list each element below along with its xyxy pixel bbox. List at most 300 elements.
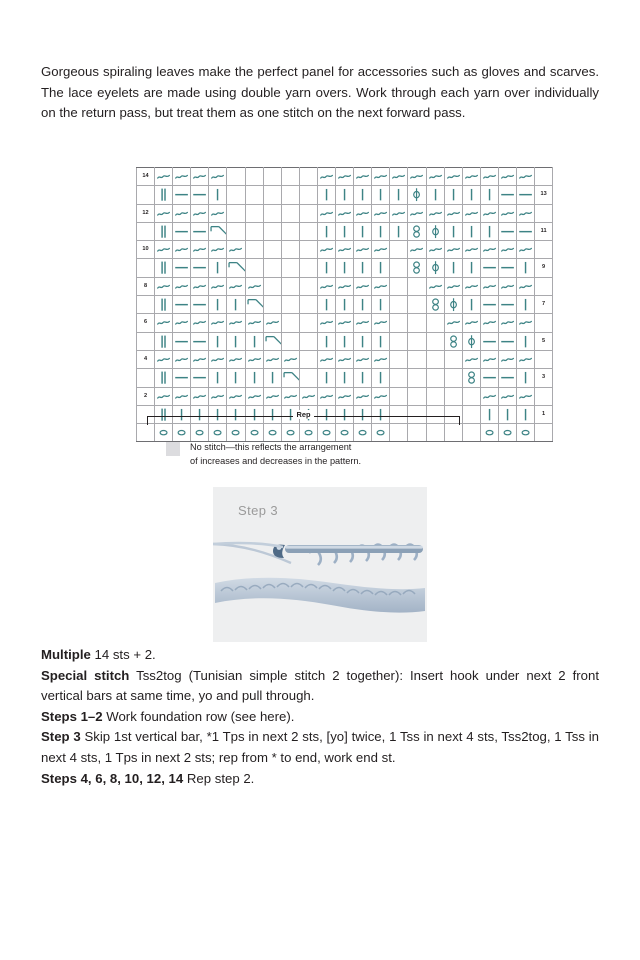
- chart-cell-tps: [354, 241, 372, 259]
- chart-cell-tss: [372, 296, 390, 314]
- chart-cell-nostitch: [281, 314, 299, 332]
- chart-cell-dash: [516, 222, 534, 240]
- chart-cell-tss: [317, 222, 335, 240]
- chart-cell-tps: [498, 168, 516, 186]
- chart-cell-nostitch: [299, 204, 317, 222]
- chart-cell-nostitch: [408, 369, 426, 387]
- chart-cell-nostitch: [281, 259, 299, 277]
- chart-cell-dec: [209, 222, 227, 240]
- chart-cell-tps: [462, 277, 480, 295]
- chart-cell-yo: [462, 332, 480, 350]
- chart-cell-tps: [444, 314, 462, 332]
- chart-cell-tss: [317, 332, 335, 350]
- chart-cell-tss: [498, 405, 516, 423]
- instruction-label: Multiple: [41, 647, 91, 662]
- chart-cell-tps: [498, 387, 516, 405]
- chart-row: [137, 186, 553, 204]
- chart-cell-tss: [444, 259, 462, 277]
- chart-cell-nostitch: [426, 332, 444, 350]
- chart-cell-tps: [227, 387, 245, 405]
- chart-cell-nostitch: [462, 387, 480, 405]
- chart-cell-nostitch: [263, 259, 281, 277]
- chart-row-number-left: 4: [137, 350, 155, 368]
- chart-cell-tps: [191, 277, 209, 295]
- chart-cell-dash: [191, 259, 209, 277]
- chart-cell-tps: [173, 241, 191, 259]
- chart-cell-tps: [498, 314, 516, 332]
- chart-cell-tss: [462, 222, 480, 240]
- chart-row-number-left: 2: [137, 387, 155, 405]
- chart-cell-tss: [354, 296, 372, 314]
- chart-cell-nostitch: [462, 424, 480, 442]
- chart-cell-nostitch: [299, 186, 317, 204]
- chart-cell-tps: [317, 241, 335, 259]
- chart-cell-nostitch: [390, 350, 408, 368]
- legend-line-2: of increases and decreases in the pattern.: [190, 455, 362, 466]
- chart-cell-tps: [426, 204, 444, 222]
- chart-cell-double-bar: [155, 332, 173, 350]
- chart-cell-nostitch: [227, 186, 245, 204]
- chart-cell-dash: [498, 259, 516, 277]
- chart-cell-tps: [336, 204, 354, 222]
- chart-cell-dash: [173, 259, 191, 277]
- chart-cell-tss: [209, 186, 227, 204]
- chart-cell-tps: [155, 204, 173, 222]
- chart-cell-tps: [336, 168, 354, 186]
- chart-cell-tss: [444, 222, 462, 240]
- chart-cell-tps: [480, 241, 498, 259]
- chart-cell-nostitch: [390, 296, 408, 314]
- pattern-instructions: [41, 645, 599, 789]
- chart-cell-tss: [336, 259, 354, 277]
- chart-cell-dec: [227, 259, 245, 277]
- chart-cell-nostitch: [281, 332, 299, 350]
- chart-cell-nostitch: [444, 387, 462, 405]
- chart-cell-tss: [444, 186, 462, 204]
- chart-cell-tps: [173, 204, 191, 222]
- chart-cell-tps: [263, 387, 281, 405]
- chart-cell-tps: [480, 168, 498, 186]
- chart-cell-nostitch: [245, 204, 263, 222]
- chart-cell-tps: [191, 314, 209, 332]
- chart-cell-dash: [498, 369, 516, 387]
- chart-cell-tss: [336, 332, 354, 350]
- chart-cell-tss: [245, 369, 263, 387]
- chart-cell-double-bar: [155, 369, 173, 387]
- chart-cell-nostitch: [426, 350, 444, 368]
- chart-cell-nostitch: [263, 168, 281, 186]
- chart-cell-tss: [462, 296, 480, 314]
- chart-row-number-right: 11: [535, 222, 553, 240]
- chart-cell-nostitch: [390, 314, 408, 332]
- chart-cell-nostitch: [281, 186, 299, 204]
- chart-cell-nostitch: [281, 241, 299, 259]
- chart-legend: [166, 441, 361, 468]
- chart-cell-tps: [317, 204, 335, 222]
- chart-cell-tps: [191, 350, 209, 368]
- chart-cell-tps: [498, 277, 516, 295]
- chart-cell-dash: [498, 332, 516, 350]
- chart-cell-nostitch: [245, 259, 263, 277]
- chart-cell-dec: [245, 296, 263, 314]
- chart-cell-tps: [462, 204, 480, 222]
- stitch-chart: [136, 167, 553, 442]
- chart-cell-tps: [317, 350, 335, 368]
- chart-cell-dash: [498, 296, 516, 314]
- chart-cell-tps: [209, 277, 227, 295]
- chart-cell-tps: [245, 314, 263, 332]
- chart-cell-tss: [372, 259, 390, 277]
- chart-cell-yo2: [462, 369, 480, 387]
- chart-cell-tss: [390, 222, 408, 240]
- rep-label: Rep: [293, 410, 315, 419]
- chart-cell-nostitch: [408, 296, 426, 314]
- chart-row: [137, 222, 553, 240]
- chart-cell-tss: [336, 296, 354, 314]
- chart-cell-tss: [209, 296, 227, 314]
- chart-row-number-right: [535, 314, 553, 332]
- chart-cell-tss: [209, 259, 227, 277]
- chart-cell-tps: [227, 241, 245, 259]
- chart-cell-tps: [209, 314, 227, 332]
- chart-cell-tps: [173, 168, 191, 186]
- chart-cell-nostitch: [462, 405, 480, 423]
- chart-cell-dash: [191, 186, 209, 204]
- chart-cell-dash: [191, 296, 209, 314]
- chart-cell-tps: [408, 241, 426, 259]
- chart-cell-tps: [390, 168, 408, 186]
- chart-cell-tps: [516, 168, 534, 186]
- chart-cell-tps: [209, 241, 227, 259]
- instruction-text: Work foundation row (see here).: [102, 708, 295, 724]
- chart-cell-nostitch: [408, 350, 426, 368]
- chart-cell-tss: [317, 369, 335, 387]
- chart-cell-dash: [173, 222, 191, 240]
- chart-cell-yo: [426, 259, 444, 277]
- chart-cell-tss: [354, 332, 372, 350]
- chart-cell-tss: [354, 222, 372, 240]
- chart-cell-tps: [390, 204, 408, 222]
- chart-cell-nostitch: [408, 277, 426, 295]
- chart-cell-nostitch: [444, 350, 462, 368]
- chart-cell-tps: [516, 241, 534, 259]
- chart-cell-tps: [173, 277, 191, 295]
- rep-bracket-tick-right: [459, 416, 460, 425]
- chart-cell-tps: [155, 168, 173, 186]
- chart-cell-tps: [191, 204, 209, 222]
- chart-cell-tss: [426, 186, 444, 204]
- chart-row-number-right: [535, 424, 553, 442]
- chart-cell-tps: [354, 204, 372, 222]
- chart-cell-tss: [245, 332, 263, 350]
- chart-row-number-left: [137, 369, 155, 387]
- chart-cell-tps: [354, 350, 372, 368]
- chart-row-number-left: 10: [137, 241, 155, 259]
- chart-cell-tss: [372, 369, 390, 387]
- chart-cell-nostitch: [263, 204, 281, 222]
- chart-cell-tss: [516, 369, 534, 387]
- chart-cell-nostitch: [263, 296, 281, 314]
- chart-cell-tps: [317, 168, 335, 186]
- chart-row: [137, 350, 553, 368]
- chart-cell-nostitch: [227, 168, 245, 186]
- chart-cell-nostitch: [299, 296, 317, 314]
- chart-cell-nostitch: [263, 277, 281, 295]
- chart-row-number-left: [137, 296, 155, 314]
- chart-cell-chain: [480, 424, 498, 442]
- chart-cell-tps: [462, 168, 480, 186]
- step-photo-label: Step 3: [238, 503, 278, 518]
- chart-cell-tps: [498, 350, 516, 368]
- chart-cell-tps: [317, 387, 335, 405]
- chart-cell-dash: [480, 259, 498, 277]
- chart-row-number-left: [137, 222, 155, 240]
- chart-cell-chain: [498, 424, 516, 442]
- chart-cell-tps: [408, 204, 426, 222]
- chart-row: [137, 332, 553, 350]
- chart-cell-tss: [209, 369, 227, 387]
- chart-cell-tss: [516, 332, 534, 350]
- chart-cell-nostitch: [281, 204, 299, 222]
- chart-cell-nostitch: [281, 222, 299, 240]
- chart-cell-nostitch: [426, 387, 444, 405]
- chart-cell-nostitch: [245, 222, 263, 240]
- chart-cell-nostitch: [299, 259, 317, 277]
- chart-cell-tps: [191, 387, 209, 405]
- chart-cell-tps: [516, 277, 534, 295]
- chart-cell-dash: [480, 296, 498, 314]
- chart-cell-nostitch: [390, 241, 408, 259]
- chart-cell-tps: [155, 387, 173, 405]
- instruction-label: Step 3: [41, 729, 81, 745]
- chart-cell-tps: [444, 168, 462, 186]
- chart-cell-nostitch: [426, 314, 444, 332]
- chart-row-number-right: [535, 277, 553, 295]
- chart-row-number-right: 9: [535, 259, 553, 277]
- chart-row-number-right: [535, 204, 553, 222]
- chart-row-number-left: 14: [137, 168, 155, 186]
- rep-bracket-tick-left: [147, 416, 148, 425]
- chart-cell-tps: [155, 277, 173, 295]
- chart-cell-tss: [480, 405, 498, 423]
- chart-cell-tps: [462, 314, 480, 332]
- chart-cell-nostitch: [299, 314, 317, 332]
- chart-cell-tss: [227, 369, 245, 387]
- chart-cell-tss: [317, 259, 335, 277]
- chart-cell-chain: [516, 424, 534, 442]
- chart-cell-tps: [209, 387, 227, 405]
- chart-cell-tps: [191, 241, 209, 259]
- chart-row-number-right: [535, 241, 553, 259]
- chart-row-number-right: 13: [535, 186, 553, 204]
- chart-cell-yo2: [444, 332, 462, 350]
- instruction-text: Tss2tog (Tunisian simple stitch 2 together): Insert hook under next 2 front vertical bars at same time, yo and pull through.: [41, 667, 599, 704]
- chart-cell-tps: [516, 350, 534, 368]
- chart-cell-nostitch: [245, 168, 263, 186]
- chart-cell-tps: [462, 241, 480, 259]
- chart-cell-tps: [354, 168, 372, 186]
- chart-cell-tss: [480, 186, 498, 204]
- chart-cell-tps: [444, 204, 462, 222]
- chart-row: [137, 277, 553, 295]
- chart-cell-tps: [336, 314, 354, 332]
- chart-cell-nostitch: [444, 369, 462, 387]
- chart-row-number-right: [535, 387, 553, 405]
- chart-cell-tss: [462, 186, 480, 204]
- chart-cell-tps: [426, 168, 444, 186]
- chart-cell-tps: [209, 350, 227, 368]
- chart-row-number-left: 8: [137, 277, 155, 295]
- chart-cell-tps: [480, 314, 498, 332]
- rep-bracket: [147, 410, 460, 432]
- instruction-text: Skip 1st vertical bar, *1 Tps in next 2 sts, [yo] twice, 1 Tss in next 4 sts, Tss2tog, 1 Tss in next 4 sts, 1 Tps in next 2 sts; rep from * to end, work end st.: [41, 729, 600, 765]
- chart-cell-tps: [281, 387, 299, 405]
- chart-cell-nostitch: [281, 277, 299, 295]
- chart-cell-tss: [372, 222, 390, 240]
- chart-cell-tss: [336, 369, 354, 387]
- chart-cell-tps: [516, 314, 534, 332]
- chart-row: [137, 168, 553, 186]
- instruction-text: Rep step 2.: [183, 770, 255, 786]
- chart-cell-tps: [209, 168, 227, 186]
- chart-cell-tss: [354, 259, 372, 277]
- chart-cell-dash: [498, 186, 516, 204]
- chart-cell-tss: [317, 186, 335, 204]
- chart-cell-tps: [372, 277, 390, 295]
- chart-cell-tps: [498, 204, 516, 222]
- chart-cell-tss: [354, 186, 372, 204]
- chart-row: [137, 369, 553, 387]
- chart-cell-nostitch: [245, 241, 263, 259]
- chart-cell-nostitch: [299, 222, 317, 240]
- chart-row: [137, 296, 553, 314]
- chart-cell-tps: [408, 168, 426, 186]
- chart-cell-tss: [227, 332, 245, 350]
- chart-cell-yo2: [426, 296, 444, 314]
- chart-cell-double-bar: [155, 222, 173, 240]
- chart-cell-nostitch: [299, 168, 317, 186]
- chart-row: [137, 204, 553, 222]
- chart-cell-tps: [336, 387, 354, 405]
- chart-cell-dash: [173, 332, 191, 350]
- chart-cell-dash: [480, 369, 498, 387]
- chart-cell-tss: [209, 332, 227, 350]
- chart-cell-nostitch: [408, 387, 426, 405]
- chart-row-number-right: [535, 350, 553, 368]
- chart-cell-nostitch: [281, 296, 299, 314]
- chart-cell-tps: [173, 314, 191, 332]
- chart-cell-yo: [444, 296, 462, 314]
- chart-cell-tps: [155, 314, 173, 332]
- chart-row-number-left: [137, 259, 155, 277]
- chart-cell-tps: [426, 241, 444, 259]
- chart-cell-dash: [173, 186, 191, 204]
- chart-cell-tps: [263, 350, 281, 368]
- chart-cell-nostitch: [281, 168, 299, 186]
- chart-cell-nostitch: [408, 314, 426, 332]
- instruction-line: [41, 707, 599, 728]
- chart-cell-tss: [354, 369, 372, 387]
- chart-cell-nostitch: [426, 369, 444, 387]
- chart-cell-tps: [372, 241, 390, 259]
- chart-cell-tps: [336, 241, 354, 259]
- chart-cell-tss: [390, 186, 408, 204]
- chart-cell-nostitch: [299, 241, 317, 259]
- chart-cell-tps: [281, 350, 299, 368]
- chart-cell-tps: [444, 277, 462, 295]
- legend-text: [190, 441, 361, 468]
- intro-paragraph: Gorgeous spiraling leaves make the perfect panel for accessories such as gloves and scarves. The lace eyelets are made using double yarn overs. Work through each yarn over individually on the return pass, but treat them as one stitch on the next forward pass.: [41, 64, 599, 120]
- chart-cell-tps: [155, 241, 173, 259]
- chart-cell-tps: [299, 387, 317, 405]
- chart-cell-tps: [480, 387, 498, 405]
- chart-cell-tss: [516, 259, 534, 277]
- chart-row-number-right: 1: [535, 405, 553, 423]
- chart-cell-dash: [191, 222, 209, 240]
- chart-row: [137, 387, 553, 405]
- chart-cell-tps: [245, 277, 263, 295]
- chart-cell-tps: [480, 204, 498, 222]
- chart-cell-tps: [462, 350, 480, 368]
- chart-cell-tps: [426, 277, 444, 295]
- chart-cell-tss: [336, 186, 354, 204]
- chart-cell-tps: [480, 277, 498, 295]
- chart-cell-dash: [480, 332, 498, 350]
- chart-cell-nostitch: [263, 241, 281, 259]
- chart-cell-tps: [444, 241, 462, 259]
- chart-cell-tps: [317, 314, 335, 332]
- chart-row-number-left: [137, 186, 155, 204]
- instruction-label: Steps 1–2: [41, 708, 103, 724]
- chart-cell-tps: [354, 387, 372, 405]
- chart-cell-nostitch: [227, 222, 245, 240]
- chart-cell-tss: [516, 405, 534, 423]
- chart-cell-double-bar: [155, 296, 173, 314]
- chart-cell-tps: [227, 350, 245, 368]
- chart-cell-tss: [480, 222, 498, 240]
- chart-row: [137, 241, 553, 259]
- chart-cell-tss: [317, 296, 335, 314]
- chart-cell-tps: [263, 314, 281, 332]
- chart-cell-nostitch: [390, 387, 408, 405]
- chart-cell-double-bar: [155, 259, 173, 277]
- chart-cell-tss: [462, 259, 480, 277]
- step-photo: [213, 487, 427, 642]
- chart-cell-dash: [173, 369, 191, 387]
- chart-cell-tss: [227, 296, 245, 314]
- chart-cell-tps: [372, 168, 390, 186]
- chart-row: [137, 314, 553, 332]
- chart-cell-tps: [317, 277, 335, 295]
- chart-row-number-right: [535, 168, 553, 186]
- instruction-line: [41, 769, 599, 790]
- chart-cell-dec: [263, 332, 281, 350]
- chart-grid: [136, 167, 553, 442]
- chart-row-number-right: 3: [535, 369, 553, 387]
- chart-cell-tps: [245, 387, 263, 405]
- chart-cell-tss: [372, 332, 390, 350]
- chart-cell-tps: [480, 350, 498, 368]
- chart-cell-tss: [516, 296, 534, 314]
- chart-cell-tps: [155, 350, 173, 368]
- chart-cell-nostitch: [299, 369, 317, 387]
- chart-cell-nostitch: [299, 332, 317, 350]
- chart-cell-tps: [227, 277, 245, 295]
- chart-cell-nostitch: [299, 277, 317, 295]
- instruction-line: [41, 645, 599, 666]
- chart-cell-tps: [372, 350, 390, 368]
- chart-cell-dash: [498, 222, 516, 240]
